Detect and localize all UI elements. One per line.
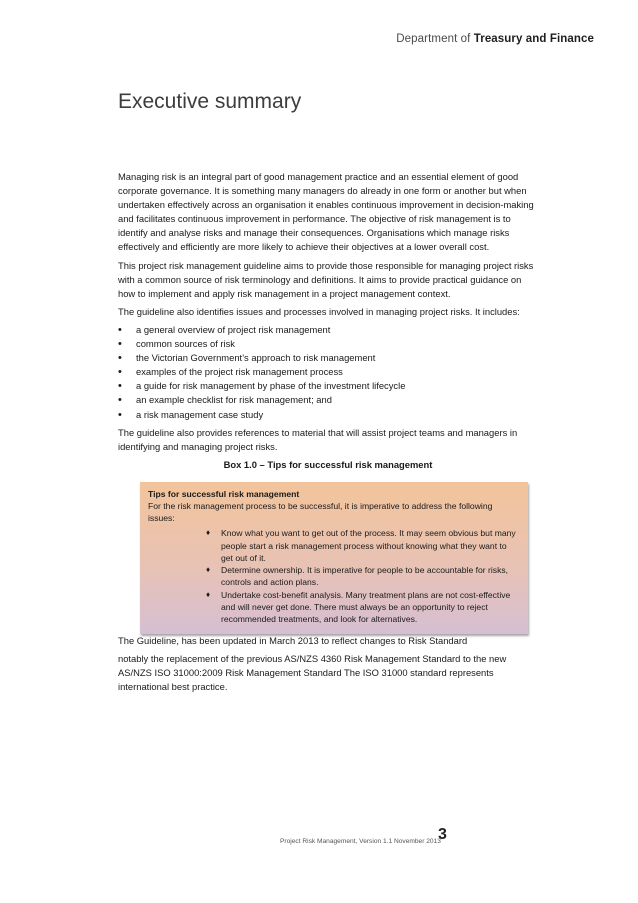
department-header: [396, 33, 594, 45]
footer-text: Project Risk Management, Version 1.1 November 2013: [280, 838, 441, 845]
list-item: • common sources of risk: [118, 337, 538, 351]
paragraph-includes: The guideline also identifies issues and processes involved in managing project risks. It includes:: [118, 305, 520, 317]
list-item: • a risk management case study: [118, 408, 538, 422]
list-item: • an example checklist for risk management; and: [118, 393, 538, 407]
page-title: Executive summary: [118, 90, 302, 113]
tip-item: ♦ Know what you want to get out of the process. It may seem obvious but many people start a risk management process without knowing what they want to get out of it.: [206, 527, 520, 564]
tips-heading: Tips for successful risk management: [148, 488, 300, 499]
department-name: Treasury and Finance: [473, 33, 594, 45]
paragraph-references: The guideline also provides references to material that will assist project teams and managers in identifying and managing project risks.: [118, 426, 518, 452]
list-item: • examples of the project risk management process: [118, 365, 538, 379]
includes-list: [118, 323, 538, 422]
page-number: 3: [438, 826, 447, 843]
department-prefix: Department of: [396, 33, 474, 45]
tip-item: ♦ Determine ownership. It is imperative for people to be accountable for risks, controls and action plans.: [206, 564, 520, 588]
list-item: • a general overview of project risk management: [118, 323, 538, 337]
tips-intro: For the risk management process to be successful, it is imperative to address the following issues:: [148, 501, 493, 524]
paragraph-update: The Guideline, has been updated in March 2013 to reflect changes to Risk Standard: [118, 635, 468, 647]
list-item: • a guide for risk management by phase of the investment lifecycle: [118, 379, 538, 393]
paragraph-standard: notably the replacement of the previous AS/NZS 4360 Risk Management Standard to the new AS/NZS ISO 31000:2009 Risk Management Standard The ISO 31000 standard represents international best practice.: [118, 653, 507, 693]
tip-item: ♦ Undertake cost-benefit analysis. Many treatment plans are not cost-effective and will never get done. There must always be an opportunity to reject recommended treatments, and look for alternatives.: [206, 589, 520, 626]
tips-box: [140, 482, 528, 634]
paragraph-aims: This project risk management guideline aims to provide those responsible for managing project risks with a common source of risk terminology and definitions. It aims to provide practical guidance on how to implement and apply risk management in a project management context.: [118, 259, 534, 299]
paragraph-intro: Managing risk is an integral part of good management practice and an essential element of good corporate governance. It is something many managers do already in one form or another but when undertaken effectively across an organisation it enables continuous improvement in decision-making and facilitates continuous improvement in performance. The objective of risk management is to identify and analyse risks and manage their consequences. Organisations which manage risks effectively and efficiently are more likely to achieve their objectives at a lower overall cost.: [118, 171, 534, 253]
main-content: [118, 170, 538, 698]
tips-list: [148, 527, 520, 625]
box-caption: Box 1.0 – Tips for successful risk management: [223, 458, 433, 470]
list-item: • the Victorian Government’s approach to risk management: [118, 351, 538, 365]
